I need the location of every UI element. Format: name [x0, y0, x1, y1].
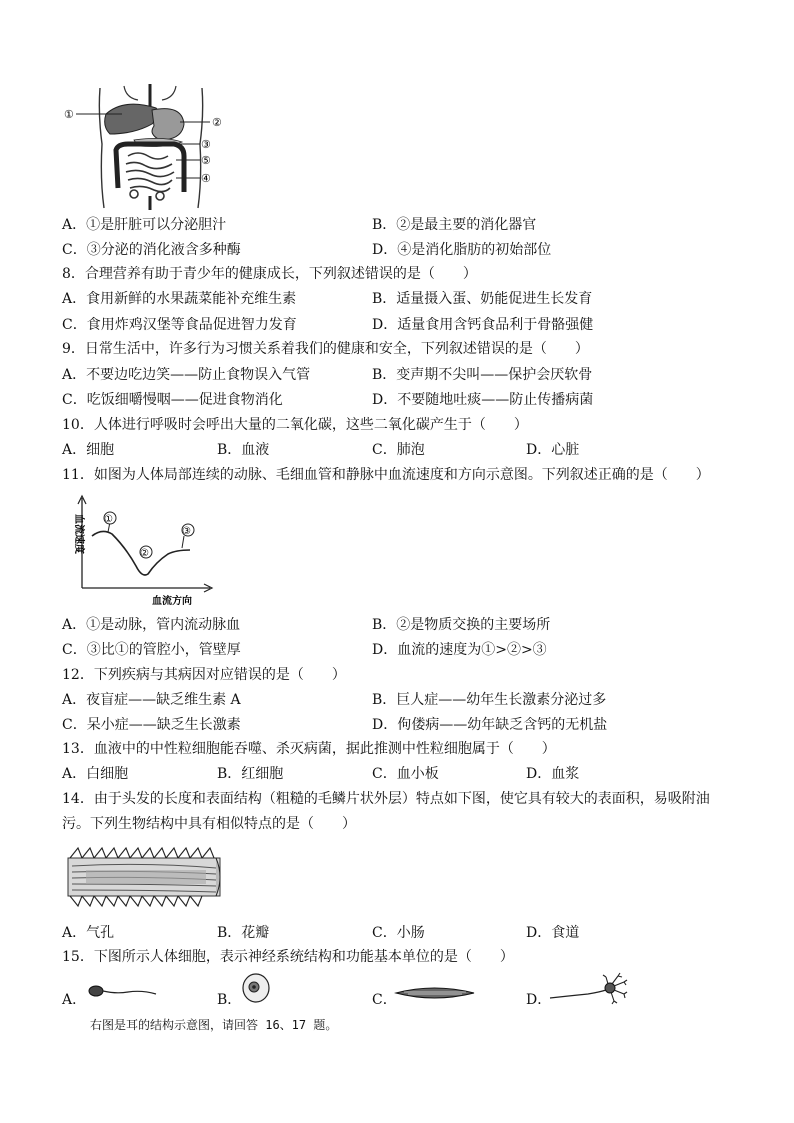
q12-option-c[interactable]: C．呆小症——缺乏生长激素: [62, 717, 241, 733]
label-3: ③: [201, 138, 211, 151]
q9-option-a[interactable]: A．不要边吃边笑——防止食物误入气管: [62, 367, 311, 383]
q14-option-c[interactable]: C．小肠: [372, 925, 425, 941]
q13-stem: 13．血液中的中性粒细胞能吞噬、杀灭病菌，据此推测中性粒细胞属于（ ）: [62, 741, 556, 757]
q10-option-b[interactable]: B．血液: [217, 442, 270, 458]
q14-option-a[interactable]: A．气孔: [62, 925, 115, 941]
q10-option-c[interactable]: C．肺泡: [372, 442, 425, 458]
curve-mark-1: ①: [104, 514, 113, 525]
label-2: ②: [212, 116, 222, 129]
q14-stem-line1: 14．由于头发的长度和表面结构（粗糙的毛鳞片状外层）特点如下图，使它具有较大的表面积，易吸附油: [62, 791, 710, 807]
ear-figure-note: 右图是耳的结构示意图，请回答 16、17 题。: [90, 1018, 338, 1032]
q9-option-d[interactable]: D．不要随地吐痰——防止传播病菌: [372, 392, 594, 408]
neuron-icon: [548, 972, 628, 1006]
q15-option-c[interactable]: C．: [372, 992, 397, 1008]
q7-option-a[interactable]: A．①是肝脏可以分泌胆汁: [62, 217, 227, 233]
hair-structure-figure: [66, 840, 226, 912]
q13-option-d[interactable]: D．血浆: [526, 766, 580, 782]
q12-stem: 12．下列疾病与其病因对应错误的是（ ）: [62, 667, 346, 683]
q8-option-b[interactable]: B．适量摄入蛋、奶能促进生长发育: [372, 291, 593, 307]
label-1: ①: [64, 108, 74, 121]
q10-option-a[interactable]: A．细胞: [62, 442, 115, 458]
digestive-system-figure: [64, 84, 234, 210]
q11-option-a[interactable]: A．①是动脉，管内流动脉血: [62, 617, 241, 633]
label-5: ⑤: [201, 154, 211, 167]
q10-option-d[interactable]: D．心脏: [526, 442, 580, 458]
q15-stem: 15．下图所示人体细胞，表示神经系统结构和功能基本单位的是（ ）: [62, 949, 514, 965]
q12-option-b[interactable]: B．巨人症——幼年生长激素分泌过多: [372, 692, 607, 708]
q11-option-d[interactable]: D．血流的速度为①>②>③: [372, 642, 547, 658]
q11-option-b[interactable]: B．②是物质交换的主要场所: [372, 617, 551, 633]
q15-option-a[interactable]: A．: [62, 992, 87, 1008]
q14-stem-line2: 污。下列生物结构中具有相似特点的是（ ）: [62, 816, 356, 832]
q11-stem: 11．如图为人体局部连续的动脉、毛细血管和静脉中血流速度和方向示意图。下列叙述正确的是（ ）: [62, 467, 710, 483]
blood-flow-chart: [64, 492, 224, 608]
q13-option-a[interactable]: A．白细胞: [62, 766, 129, 782]
q7-option-d[interactable]: D．④是消化脂肪的初始部位: [372, 242, 552, 258]
q8-stem: 8．合理营养有助于青少年的健康成长，下列叙述错误的是（ ）: [62, 266, 477, 282]
curve-mark-2: ②: [140, 548, 149, 559]
egg-cell-icon: [240, 972, 272, 1004]
q8-option-a[interactable]: A．食用新鲜的水果蔬菜能补充维生素: [62, 291, 297, 307]
q9-option-c[interactable]: C．吃饭细嚼慢咽——促进食物消化: [62, 392, 283, 408]
q7-option-c[interactable]: C．③分泌的消化液含多种酶: [62, 242, 241, 258]
q7-option-b[interactable]: B．②是最主要的消化器官: [372, 217, 537, 233]
q12-option-a[interactable]: A．夜盲症——缺乏维生素 A: [62, 692, 241, 708]
q13-option-c[interactable]: C．血小板: [372, 766, 439, 782]
q9-option-b[interactable]: B．变声期不尖叫——保护会厌软骨: [372, 367, 593, 383]
muscle-cell-icon: [394, 984, 476, 1002]
sperm-cell-icon: [86, 982, 158, 1002]
q11-option-c[interactable]: C．③比①的管腔小，管壁厚: [62, 642, 241, 658]
q9-stem: 9．日常生活中，许多行为习惯关系着我们的健康和安全，下列叙述错误的是（ ）: [62, 341, 589, 357]
q12-option-d[interactable]: D．佝偻病——幼年缺乏含钙的无机盐: [372, 717, 608, 733]
q15-option-d[interactable]: D．: [526, 992, 552, 1008]
q14-option-b[interactable]: B．花瓣: [217, 925, 270, 941]
q8-option-c[interactable]: C．食用炸鸡汉堡等食品促进智力发育: [62, 317, 297, 333]
q14-option-d[interactable]: D．食道: [526, 925, 580, 941]
curve-mark-3: ③: [182, 526, 191, 537]
q10-stem: 10．人体进行呼吸时会呼出大量的二氧化碳，这些二氧化碳产生于（ ）: [62, 417, 528, 433]
x-axis-label: 血流方向: [152, 596, 192, 607]
y-axis-label: 血流速度: [73, 514, 84, 554]
q15-option-b[interactable]: B．: [217, 992, 242, 1008]
label-4: ④: [201, 172, 211, 185]
q13-option-b[interactable]: B．红细胞: [217, 766, 284, 782]
q8-option-d[interactable]: D．适量食用含钙食品利于骨骼强健: [372, 317, 594, 333]
